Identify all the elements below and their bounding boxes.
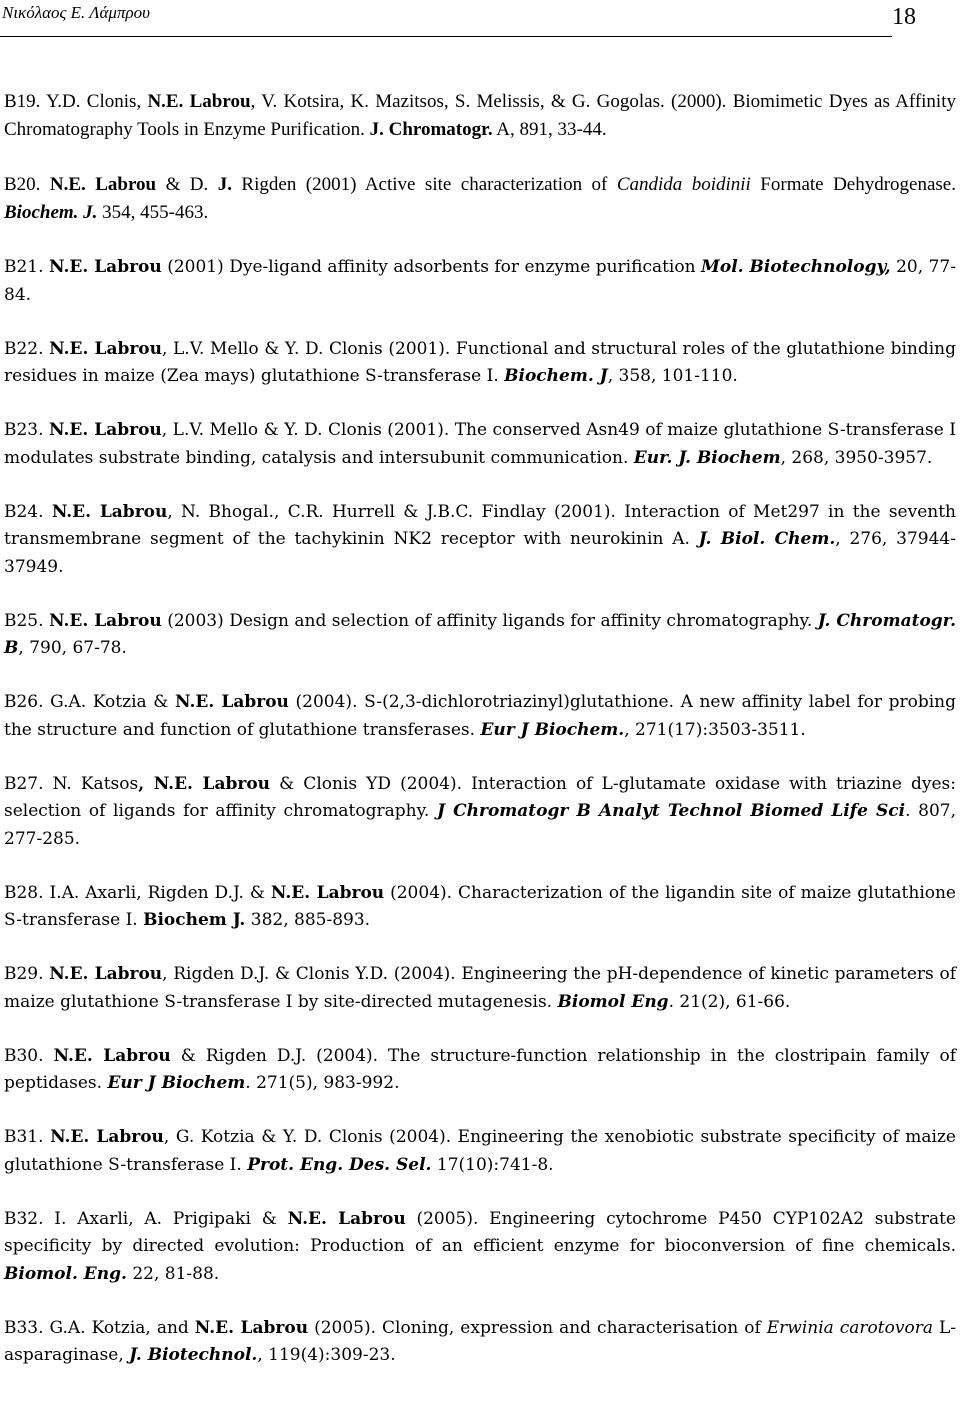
reference-segment: N.E. Labrou [49, 964, 163, 984]
reference-segment: B23. [4, 420, 50, 440]
reference-segment: N.E. Labrou [51, 501, 168, 522]
reference-segment: Eur. J. Biochem [633, 447, 781, 468]
reference-segment: 20, 77-84. [4, 257, 956, 305]
reference-segment: , N.E. Labrou [138, 773, 271, 794]
reference-segment: N.E. Labrou [147, 91, 251, 112]
reference-b21 [4, 254, 956, 309]
reference-segment: N.E. Labrou [49, 610, 162, 631]
reference-segment: N.E. Labrou [49, 174, 157, 195]
reference-segment: Eur J Biochem. [480, 719, 625, 740]
reference-segment: B24. [4, 501, 52, 522]
reference-b24 [4, 499, 956, 582]
page-header [0, 0, 916, 37]
reference-segment: B28. I.A. Axarli, Rigden D.J. & [4, 882, 271, 903]
reference-segment: 382, 885-893. [245, 910, 371, 930]
reference-b26 [4, 689, 956, 744]
reference-segment: Biomol Eng [557, 991, 669, 1012]
reference-segment: A, 891, 33-44. [492, 118, 607, 140]
reference-segment: (2005). Engineering cytochrome P450 CYP102A2 substrate specificity by directed evolution: Production of an efficient enzyme for bioconversion of fine chemicals. [4, 1208, 956, 1256]
reference-segment: B27. N. Katsos [4, 773, 139, 794]
reference-segment: , V. Kotsira, K. Mazitsos, S. Melissis, & G. Gogolas. (2000). Biomimetic Dyes as Affinity Chromatography Tools in Enzyme Purification. [4, 91, 956, 140]
reference-segment: (2004). S-(2,3-dichlorotriazinyl)glutathione. A new affinity label for probing the structure and function of glutathione transferases. [4, 692, 956, 740]
reference-b29 [4, 961, 956, 1016]
reference-segment: & D. [156, 174, 218, 195]
reference-segment: N.E. Labrou [175, 692, 289, 712]
reference-segment: , 790, 67-78. [18, 638, 127, 658]
reference-segment: Mol. Biotechnology, [701, 257, 891, 277]
reference-segment: Prot. Eng. Des. Sel. [247, 1154, 432, 1175]
reference-segment: B19. Y.D. Clonis, [4, 91, 148, 112]
reference-segment: Erwinia carotovora [766, 1317, 933, 1338]
reference-segment: J. [217, 174, 232, 195]
reference-segment: & Clonis YD (2004). Interaction of L-glutamate oxidase with triazine dyes: selection of ligands for affinity chromatography. [4, 773, 956, 821]
reference-segment: N.E. Labrou [194, 1317, 309, 1338]
reference-segment: N.E. Labrou [270, 882, 385, 903]
reference-segment: , Rigden D.J. & Clonis Y.D. (2004). Engineering the pH-dependence of kinetic parameters of maize glutathione S-transferase I by site-directed mutagenesis. [4, 964, 956, 1012]
reference-segment: 17(10):741-8. [431, 1154, 554, 1175]
reference-segment: Eur J Biochem [107, 1073, 246, 1093]
reference-segment: (2005). Cloning, expression and characterisation of [308, 1317, 767, 1338]
reference-segment: , N. Bhogal., C.R. Hurrell & J.B.C. Findlay (2001). Interaction of Met297 in the seventh transmembrane segment of the tachykinin NK2 receptor with neurokinin A. [4, 501, 957, 549]
reference-b28 [4, 880, 956, 935]
reference-segment: B33. G.A. Kotzia, and [4, 1317, 195, 1338]
reference-segment: B29. [4, 964, 50, 984]
reference-segment: , L.V. Mello & Y. D. Clonis (2001). Functional and structural roles of the glutathione binding residues in maize (Zea mays) glutathione S-transferase I. [4, 338, 956, 386]
reference-segment: (2004). Characterization of the ligandin site of maize glutathione S-transferase I. [4, 882, 956, 930]
reference-segment: , 119(4):309-23. [257, 1345, 396, 1365]
reference-b25 [4, 608, 956, 663]
reference-segment: N.E. Labrou [49, 338, 163, 359]
reference-segment: B26. G.A. Kotzia & [4, 692, 176, 712]
page-number: 18 [892, 4, 916, 30]
reference-segment: , 271(17):3503-3511. [624, 719, 806, 740]
reference-segment: B20. [4, 174, 50, 195]
reference-segment: 22, 81-88. [126, 1263, 220, 1284]
reference-segment: B30. [4, 1045, 54, 1066]
reference-b23 [4, 417, 956, 472]
reference-segment: B22. [4, 338, 50, 359]
reference-segment: . 807, 277-285. [4, 801, 956, 849]
reference-b32 [4, 1206, 956, 1289]
reference-segment: B32. I. Axarli, A. Prigipaki & [4, 1208, 288, 1229]
reference-segment: Rigden (2001) Active site characterization of [231, 174, 617, 195]
reference-segment: J. Biol. Chem. [698, 529, 836, 549]
reference-b31 [4, 1124, 956, 1179]
reference-segment: J Chromatogr B Analyt Technol Biomed Life Sci [436, 801, 906, 821]
reference-segment: J. Chromatogr. B [4, 610, 956, 658]
reference-b33 [4, 1315, 956, 1370]
reference-segment: Biomol. Eng. [4, 1263, 127, 1284]
reference-segment: N.E. Labrou [49, 257, 162, 277]
reference-b19 [4, 88, 956, 143]
reference-segment: 354, 455-463. [97, 201, 209, 223]
reference-b20 [4, 171, 956, 226]
reference-segment: (2001) Dye-ligand affinity adsorbents for enzyme purification [161, 257, 702, 277]
reference-segment: Biochem. J. [4, 201, 98, 223]
reference-list [4, 88, 956, 1396]
reference-segment: N.E. Labrou [287, 1208, 406, 1229]
reference-segment: . 271(5), 983-992. [245, 1073, 400, 1093]
reference-segment: Biochem. J [504, 366, 608, 386]
reference-segment: N.E. Labrou [49, 420, 162, 440]
reference-segment: N.E. Labrou [50, 1127, 164, 1147]
reference-b22 [4, 336, 956, 391]
reference-segment: L-asparaginase, [4, 1317, 956, 1365]
reference-segment: Formate Dehydrogenase. [750, 174, 956, 195]
reference-segment: J. Biotechnol. [129, 1345, 258, 1365]
reference-segment: . 21(2), 61-66. [668, 991, 791, 1012]
reference-segment: B21. [4, 257, 49, 277]
reference-segment: , L.V. Mello & Y. D. Clonis (2001). The conserved Asn49 of maize glutathione S-transferase I modulates substrate binding, catalysis and intersubunit communication. [4, 420, 956, 468]
reference-segment: N.E. Labrou [53, 1045, 171, 1066]
reference-segment: , 268, 3950-3957. [780, 447, 933, 468]
reference-segment: J. Chromatogr. [369, 118, 493, 140]
reference-segment: (2003) Design and selection of affinity ligands for affinity chromatography. [161, 610, 818, 631]
reference-b27 [4, 771, 956, 854]
reference-segment: & Rigden D.J. (2004). The structure-function relationship in the clostripain family of peptidases. [4, 1045, 956, 1093]
reference-segment: , 358, 101-110. [607, 366, 738, 386]
reference-segment: Candida boidinii [616, 174, 751, 195]
reference-segment: , 276, 37944-37949. [4, 529, 956, 577]
reference-segment: B25. [4, 610, 49, 631]
header-author: Νικόλαος Ε. Λάμπρου [2, 3, 150, 22]
reference-segment: B31. [4, 1127, 51, 1147]
reference-b30 [4, 1043, 956, 1098]
reference-segment: , G. Kotzia & Y. D. Clonis (2004). Engineering the xenobiotic substrate specificity of maize glutathione S-transferase I. [4, 1127, 956, 1175]
reference-segment: Biochem J. [143, 910, 246, 930]
